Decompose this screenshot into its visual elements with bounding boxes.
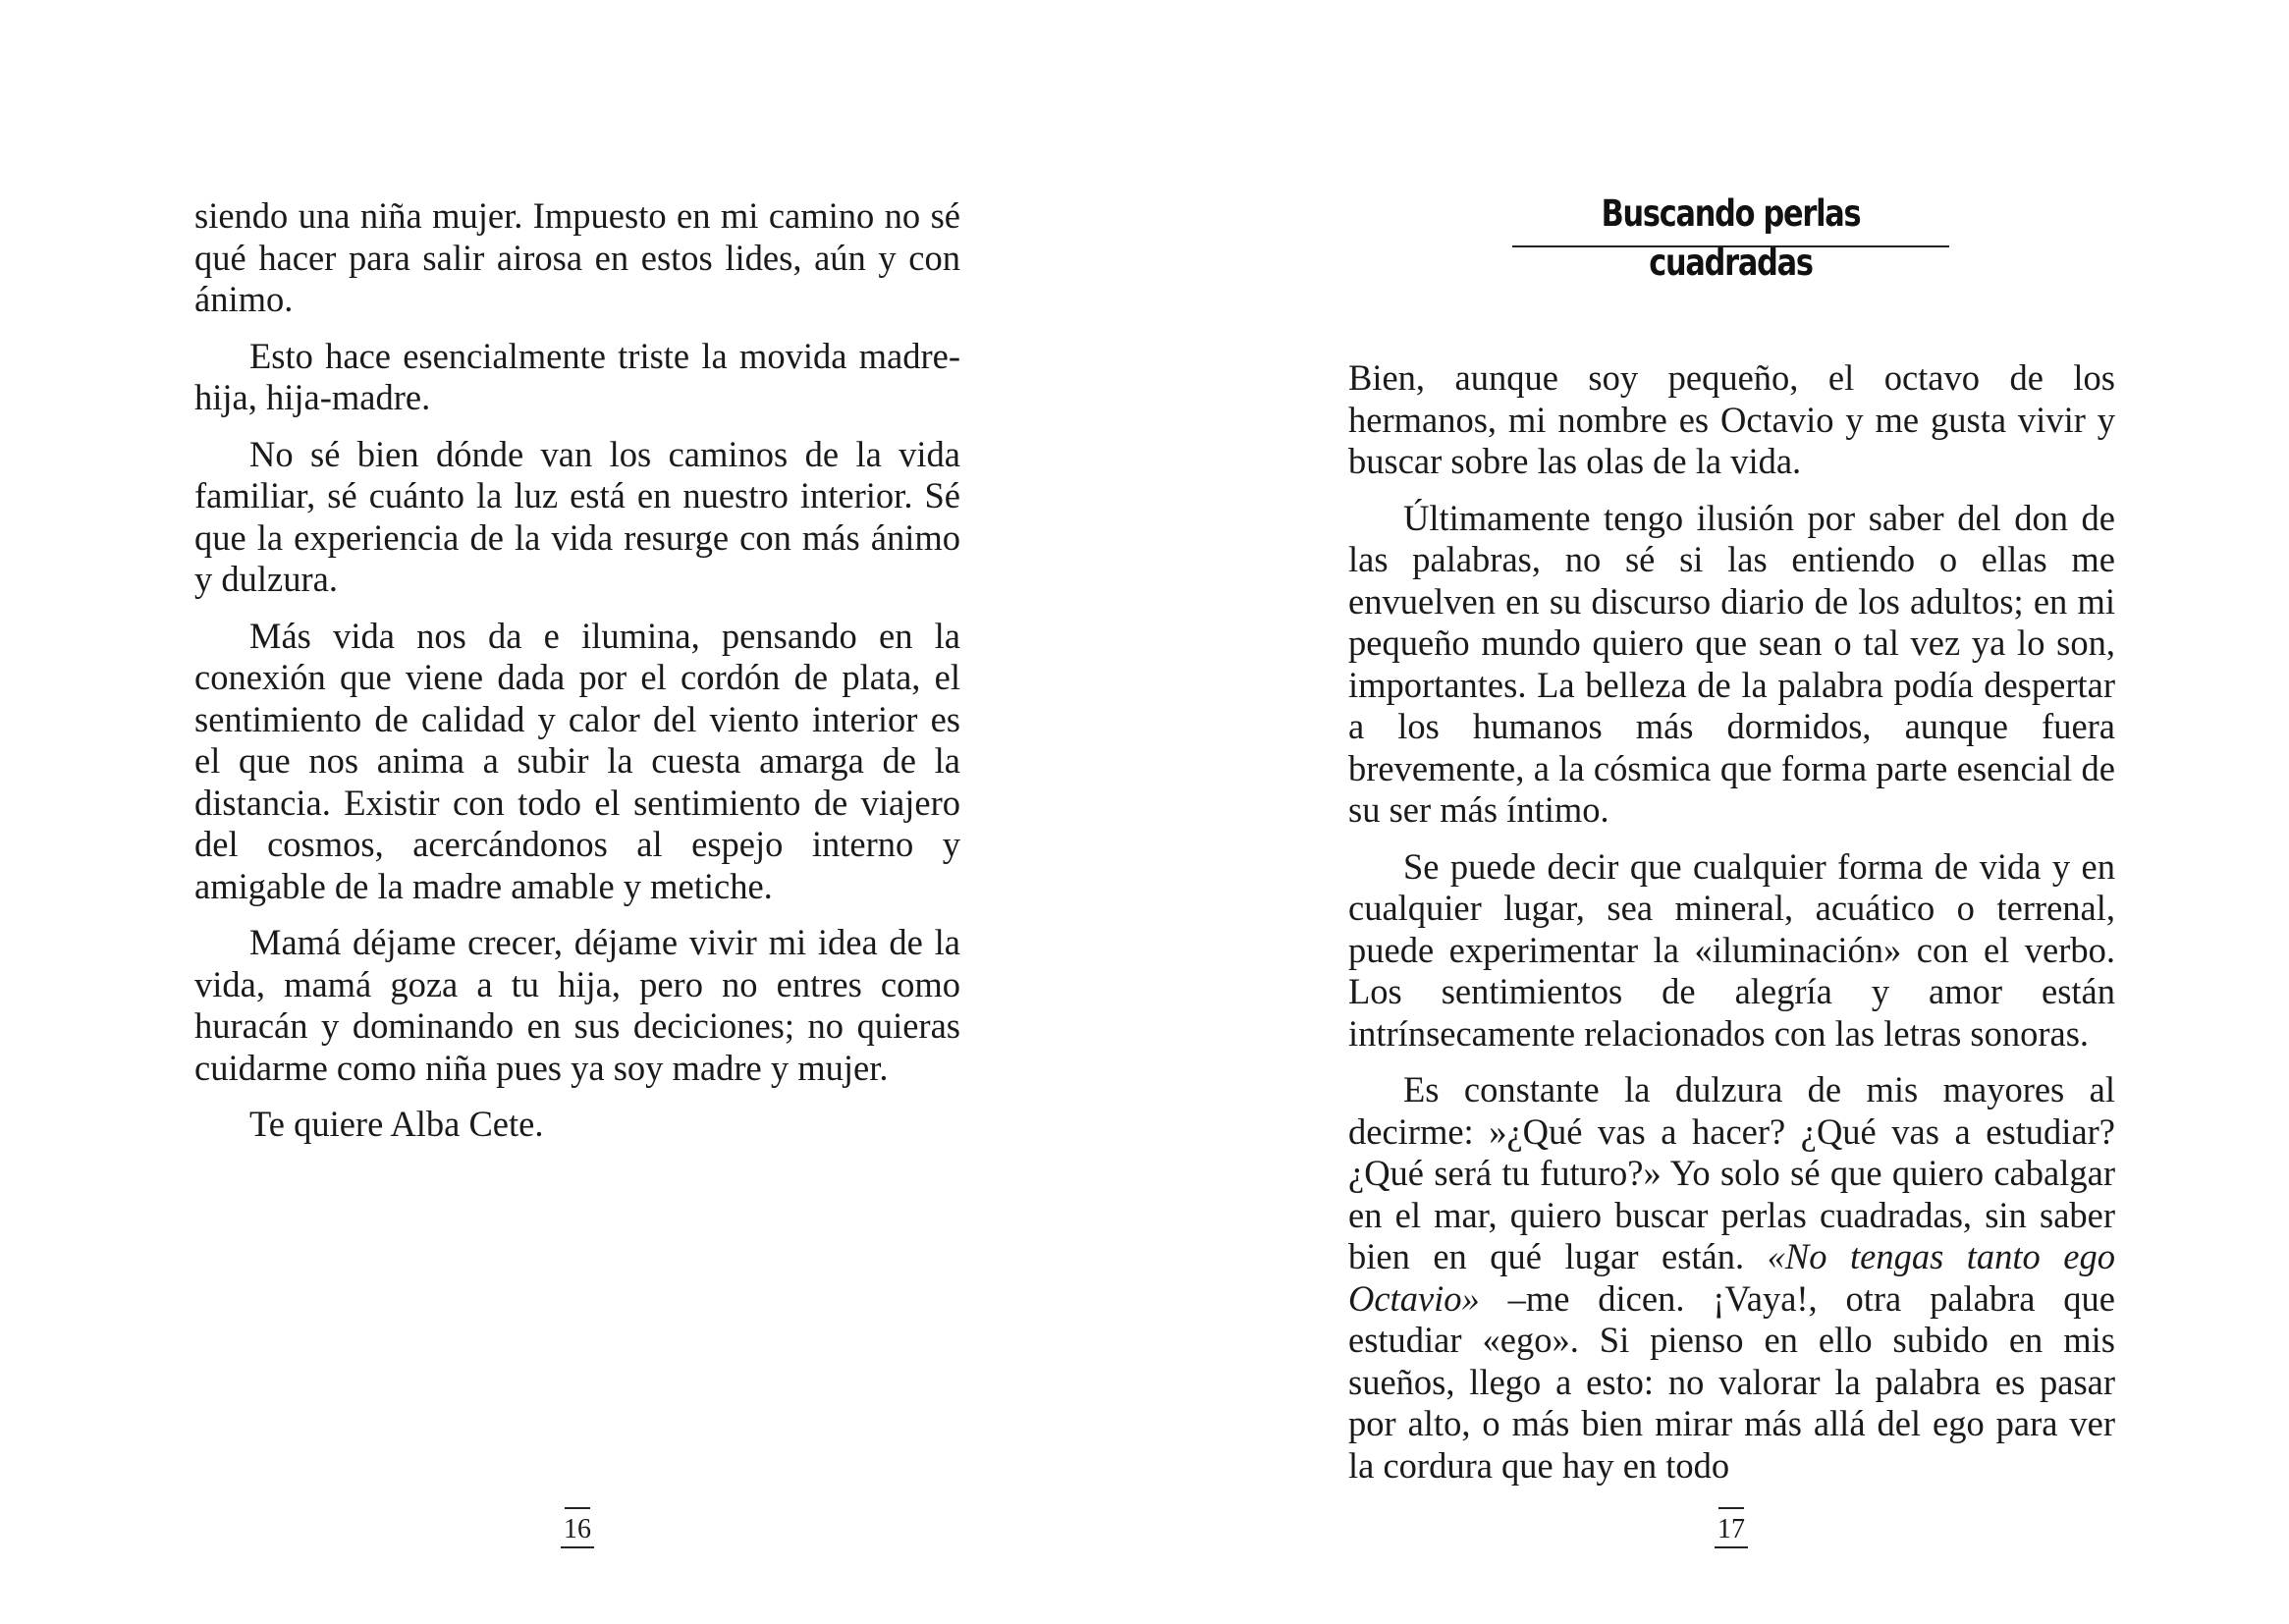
paragraph: siendo una niña mujer. Impuesto en mi camino no sé qué hacer para salir airosa en estos lides, aún y con ánimo. <box>194 195 960 319</box>
paragraph: Esto hace esencialmente triste la movida madre-hija, hija-madre. <box>194 335 960 417</box>
paragraph: Te quiere Alba Cete. <box>249 1104 544 1144</box>
paragraph: Se puede decir que cualquier forma de vida y en cualquier lugar, sea mineral, acuático o terrenal, puede experimentar la «iluminación» con el verbo. Los sentimientos de alegría y amor están intrínsecamente relacionados con las letras sonoras. <box>1348 845 2115 1054</box>
paragraph-text: Es constante la dulzura de mis mayores al decirme: »¿Qué vas a hacer? ¿Qué vas a estudiar? ¿Qué será tu futuro?» Yo solo sé que quiero cabalgar en el mar, quiero buscar perlas cuadradas, sin saber bien en qué lugar están. <box>1348 1069 2115 1276</box>
page-number-footer <box>558 1507 597 1548</box>
left-page-body <box>194 195 960 1161</box>
page-number: 16 <box>561 1515 594 1548</box>
right-page <box>1144 0 2289 1624</box>
paragraph: Más vida nos da e ilumina, pensando en la conexión que viene dada por el cordón de plata, el sentimiento de calidad y calor del viento interior es el que nos anima a subir la cuesta amarga de la distancia. Existir con todo el sentimiento de viajero del cosmos, acercándonos al espejo interno y amigable de la madre amable y metiche. <box>194 615 960 906</box>
paragraph: Últimamente tengo ilusión por saber del don de las palabras, no sé si las entiendo o ellas me envuelven en su discurso diario de los adultos; en mi pequeño mundo quiero que sean o tal vez ya lo son, importantes. La belleza de la palabra podía despertar a los humanos más dormidos, aunque fuera brevemente, a la cósmica que forma parte esencial de su ser más íntimo. <box>1348 497 2115 830</box>
page-number-footer <box>1712 1507 1751 1548</box>
chapter-title: Buscando perlas cuadradas <box>1601 192 1861 284</box>
page-number: 17 <box>1715 1515 1748 1548</box>
italic-quote: «No tengas tanto ego Octavio» <box>1348 1236 2116 1319</box>
chapter-title-underline <box>1512 245 1949 247</box>
page-number-rule <box>565 1507 590 1509</box>
paragraph: No sé bien dónde van los caminos de la vida familiar, sé cuánto la luz está en nuestro interior. Sé que la experiencia de la vida resurge con más ánimo y dulzura. <box>194 433 960 599</box>
right-page-body <box>1348 357 2115 1501</box>
left-page <box>0 0 1144 1624</box>
paragraph: Bien, aunque soy pequeño, el octavo de los hermanos, mi nombre es Octavio y me gusta vivir y buscar sobre las olas de la vida. <box>1348 357 2115 481</box>
paragraph <box>1348 1069 2115 1487</box>
paragraph: Mamá déjame crecer, déjame vivir mi idea de la vida, mamá goza a tu hija, pero no entres como huracán y dominando en sus deciciones; no quieras cuidarme como niña pues ya soy madre y mujer. <box>194 922 960 1088</box>
paragraph-text: –me dicen. ¡Vaya!, otra palabra que estudiar «ego». Si pienso en ello subido en mis sueños, llego a esto: no valorar la palabra es pasar por alto, o más bien mirar más allá del ego para ver la cordura que hay en todo <box>1348 1277 2115 1486</box>
page-number-rule <box>1718 1507 1744 1509</box>
